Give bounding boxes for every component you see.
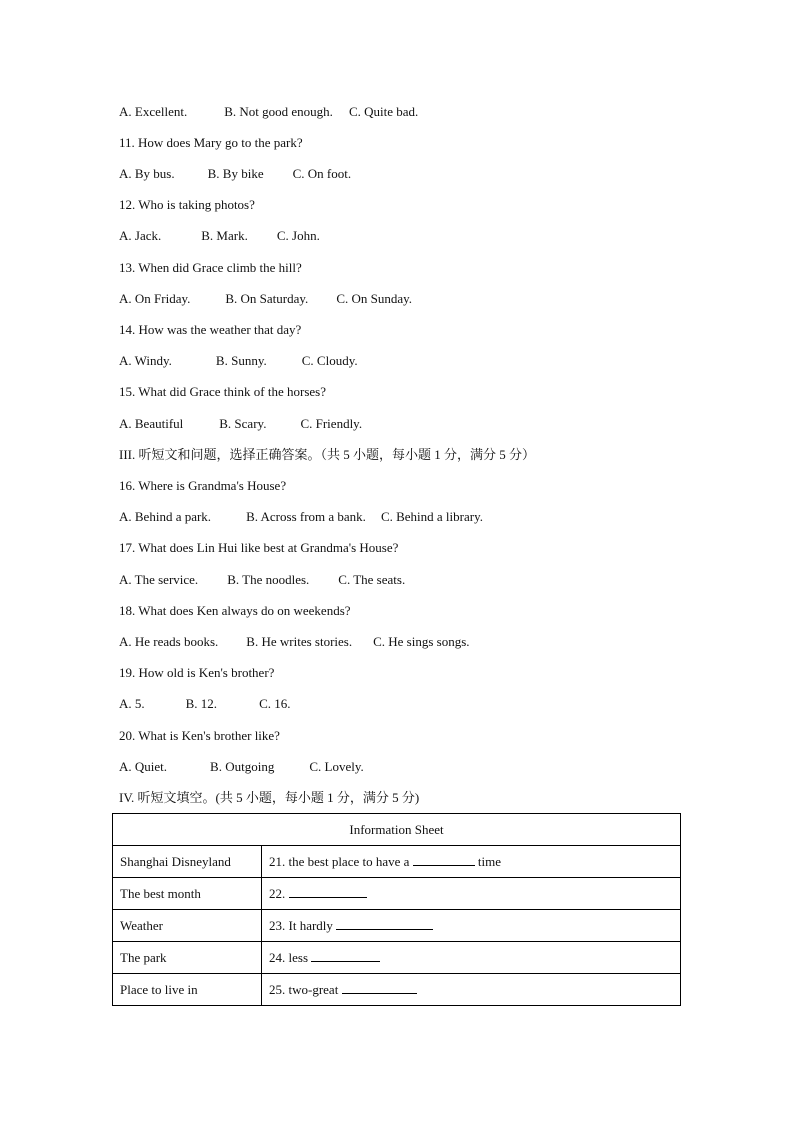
section-heading: IV. 听短文填空。(共 5 小题，每小题 1 分，满分 5 分) (119, 790, 420, 805)
answer-option[interactable]: C. The seats. (338, 572, 406, 587)
fill-in-cell (262, 846, 681, 878)
answer-option[interactable]: B. Scary. (219, 416, 267, 431)
prompt-text: 24. less (269, 950, 312, 965)
answer-option[interactable]: A. The service. (119, 572, 199, 587)
answer-options (119, 291, 412, 307)
answer-option[interactable]: C. On foot. (292, 166, 352, 181)
question-text: 12. Who is taking photos? (119, 197, 255, 212)
answer-options (119, 166, 351, 182)
answer-option[interactable]: A. Quiet. (119, 759, 168, 774)
section-heading: III. 听短文和问题，选择正确答案。（共 5 小题，每小题 1 分，满分 5 分） (119, 447, 535, 462)
question-text: 15. What did Grace think of the horses? (119, 384, 326, 399)
table-row (113, 910, 681, 942)
answer-option[interactable]: B. 12. (185, 696, 218, 711)
answer-option[interactable]: B. He writes stories. (246, 634, 353, 649)
table-row (113, 878, 681, 910)
fill-in-cell (262, 974, 681, 1006)
question-text: 14. How was the weather that day? (119, 322, 302, 337)
prompt-text: 25. two-great (269, 982, 342, 997)
answer-option[interactable]: B. The noodles. (227, 572, 310, 587)
answer-option[interactable]: C. Behind a library. (380, 509, 483, 524)
answer-option[interactable]: A. By bus. (119, 166, 175, 181)
answer-option[interactable]: A. On Friday. (119, 291, 191, 306)
answer-option[interactable]: B. Across from a bank. (246, 509, 366, 524)
answer-blank[interactable] (311, 949, 380, 962)
row-label: Shanghai Disneyland (113, 846, 262, 878)
row-label: Weather (113, 910, 262, 942)
information-sheet-table (112, 813, 681, 1006)
question-text: 13. When did Grace climb the hill? (119, 260, 302, 275)
answer-option[interactable]: A. Jack. (119, 228, 162, 243)
table-header: Information Sheet (113, 814, 681, 846)
answer-option[interactable]: B. Outgoing (210, 759, 275, 774)
answer-option[interactable]: C. Cloudy. (301, 353, 358, 368)
row-label: The best month (113, 878, 262, 910)
answer-option[interactable]: A. 5. (119, 696, 145, 711)
fill-in-cell (262, 942, 681, 974)
answer-options (119, 228, 320, 244)
answer-option[interactable]: A. Beautiful (119, 416, 184, 431)
question-text: 20. What is Ken's brother like? (119, 728, 280, 743)
answer-options (119, 104, 418, 120)
answer-options (119, 509, 483, 525)
prompt-text: 22. (269, 886, 289, 901)
answer-options (119, 696, 290, 712)
answer-blank[interactable] (336, 917, 433, 930)
answer-option[interactable]: B. Not good enough. (224, 104, 333, 119)
table-row (113, 942, 681, 974)
row-label: The park (113, 942, 262, 974)
answer-blank[interactable] (342, 981, 417, 994)
answer-options (119, 572, 405, 588)
question-text: 17. What does Lin Hui like best at Grandma's House? (119, 540, 399, 555)
answer-option[interactable]: A. Windy. (119, 353, 172, 368)
answer-option[interactable]: B. On Saturday. (225, 291, 309, 306)
table-row (113, 974, 681, 1006)
fill-in-cell (262, 910, 681, 942)
table-row (113, 846, 681, 878)
answer-option[interactable]: B. Mark. (201, 228, 248, 243)
question-text: 18. What does Ken always do on weekends? (119, 603, 351, 618)
answer-option[interactable]: C. Quite bad. (348, 104, 419, 119)
question-text: 11. How does Mary go to the park? (119, 135, 303, 150)
row-label: Place to live in (113, 974, 262, 1006)
answer-option[interactable]: C. He sings songs. (373, 634, 470, 649)
answer-blank[interactable] (289, 885, 367, 898)
answer-option[interactable]: B. By bike (207, 166, 264, 181)
fill-in-cell (262, 878, 681, 910)
question-text: 16. Where is Grandma's House? (119, 478, 287, 493)
answer-option[interactable]: C. 16. (259, 696, 291, 711)
answer-option[interactable]: C. Friendly. (300, 416, 363, 431)
prompt-text: 23. It hardly (269, 918, 337, 933)
answer-option[interactable]: A. He reads books. (119, 634, 219, 649)
answer-options (119, 416, 362, 432)
answer-options (119, 634, 470, 650)
answer-blank[interactable] (413, 853, 475, 866)
table-header-row (113, 814, 681, 846)
suffix-text: time (474, 854, 502, 869)
prompt-text: 21. the best place to have a (269, 854, 413, 869)
answer-option[interactable]: C. John. (276, 228, 320, 243)
answer-option[interactable]: B. Sunny. (215, 353, 267, 368)
answer-options (119, 759, 364, 775)
answer-option[interactable]: A. Excellent. (119, 104, 188, 119)
answer-options (119, 353, 358, 369)
answer-option[interactable]: C. Lovely. (309, 759, 364, 774)
question-text: 19. How old is Ken's brother? (119, 665, 275, 680)
answer-option[interactable]: C. On Sunday. (336, 291, 413, 306)
answer-option[interactable]: A. Behind a park. (119, 509, 212, 524)
